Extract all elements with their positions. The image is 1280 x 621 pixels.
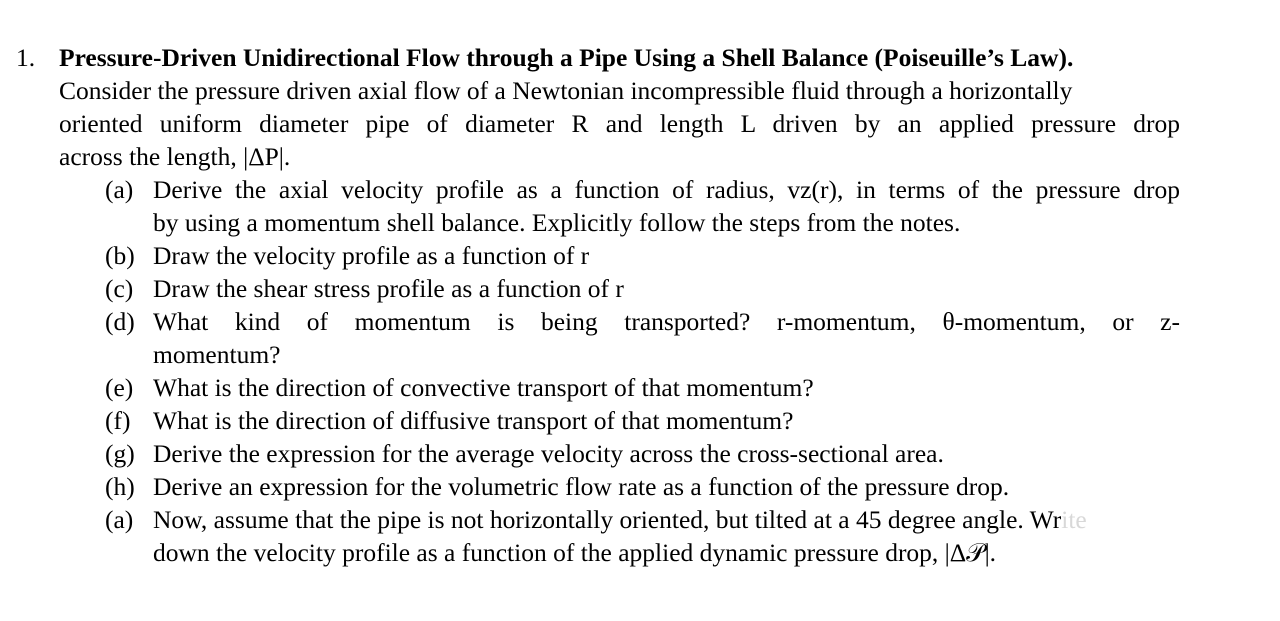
- part-a: [105, 173, 1180, 239]
- part-text: Derive the expression for the average velocity across the cross-sectional area.: [153, 439, 944, 468]
- part-text-main: Now, assume that the pipe is not horizontally oriented, but tilted at a 45 degree angle. Wr: [153, 505, 1062, 534]
- problem-body: [59, 41, 1180, 569]
- part-text-line-1: What kind of momentum is being transported? r-momentum, θ-momentum, or z-: [153, 307, 1180, 336]
- problem-1: [16, 41, 1180, 569]
- part-text-line-1: Derive the axial velocity profile as a function of radius, vz(r), in terms of the pressure drop: [153, 175, 1180, 204]
- part-text-line-2: momentum?: [153, 340, 281, 369]
- part-label: (a): [105, 175, 134, 204]
- part-a-tilted: [105, 503, 1180, 569]
- part-g: [105, 437, 1180, 470]
- part-label: (h): [105, 472, 135, 501]
- part-h: [105, 470, 1180, 503]
- part-label: (c): [105, 274, 134, 303]
- part-e: [105, 371, 1180, 404]
- part-f: [105, 404, 1180, 437]
- part-text-line-2: by using a momentum shell balance. Explicitly follow the steps from the notes.: [153, 208, 961, 237]
- part-text: Derive an expression for the volumetric flow rate as a function of the pressure drop.: [153, 472, 1010, 501]
- part-label: (b): [105, 241, 135, 270]
- part-text: Draw the shear stress profile as a function of r: [153, 274, 624, 303]
- part-text: What is the direction of convective transport of that momentum?: [153, 373, 814, 402]
- part-text: Draw the velocity profile as a function of r: [153, 241, 590, 270]
- parts-list: [105, 173, 1180, 569]
- intro-line-2: oriented uniform diameter pipe of diameter R and length L driven by an applied pressure drop: [59, 109, 1180, 138]
- part-d: [105, 305, 1180, 371]
- part-b: [105, 239, 1180, 272]
- problem-intro: [59, 74, 1180, 173]
- part-label: (d): [105, 307, 135, 336]
- part-label: (g): [105, 439, 135, 468]
- part-text-line-1: [153, 503, 1180, 536]
- intro-line-1: Consider the pressure driven axial flow of a Newtonian incompressible fluid through a horizontally: [59, 76, 1073, 105]
- part-c: [105, 272, 1180, 305]
- part-text-line-2: down the velocity profile as a function of the applied dynamic pressure drop, |Δ𝒫|.: [153, 538, 997, 567]
- intro-line-3: across the length, |ΔP|.: [59, 142, 291, 171]
- problem-number: 1.: [16, 43, 36, 72]
- part-text: What is the direction of diffusive transport of that momentum?: [153, 406, 794, 435]
- part-text-faded: ite: [1061, 505, 1087, 534]
- part-label: (e): [105, 373, 134, 402]
- problem-title: Pressure-Driven Unidirectional Flow through a Pipe Using a Shell Balance (Poiseuille’s Law).: [59, 43, 1074, 72]
- part-label: (f): [105, 406, 131, 435]
- part-label: (a): [105, 505, 134, 534]
